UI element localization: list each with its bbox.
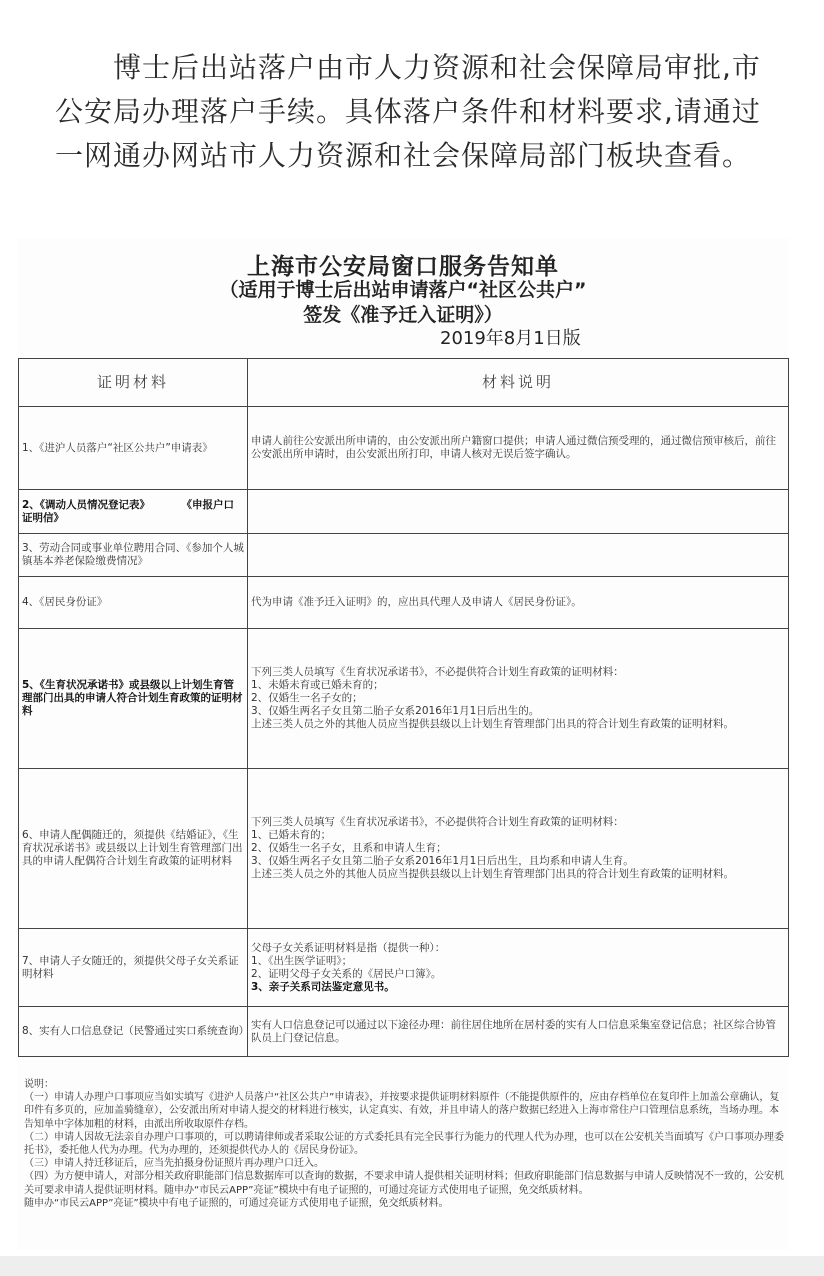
description-cell: 实有人口信息登记可以通过以下途径办理：前往居住地所在居村委的实有人口信息采集室登记信息；社区综合协管队员上门登记信息。 — [248, 1007, 789, 1057]
form-subtitle: （适用于博士后出站申请落户“社区公共户” — [219, 279, 587, 301]
table-row — [19, 629, 789, 769]
note-item: 随申办“市民云APP”亮证”模块中有电子证照的，可通过亮证方式使用电子证照，免交纸质材料。 — [24, 1197, 449, 1209]
material-cell: 8、实有人口信息登记（民警通过实口系统查询） — [19, 1007, 248, 1057]
material-cell: 4、《居民身份证》 — [19, 577, 248, 629]
table-row — [19, 769, 789, 929]
notes-section — [24, 1078, 784, 1210]
notes-heading: 说明： — [24, 1079, 54, 1090]
form-version: 2019年8月1日版 — [440, 328, 581, 349]
note-item: （三）申请人持迁移证后，应当先拍摄身份证照片再办理户口迁入。 — [24, 1158, 324, 1170]
material-cell: 3、劳动合同或事业单位聘用合同、《参加个人城镇基本养老保险缴费情况》 — [19, 534, 248, 577]
table-row — [19, 577, 789, 629]
material-cell: 6、申请人配偶随迁的，须提供《结婚证》，《生育状况承诺书》或县级以上计划生育管理部门出具的申请人配偶符合计划生育政策的证明材料 — [19, 769, 248, 929]
service-notice-form — [18, 238, 788, 1250]
description-cell — [248, 534, 789, 577]
table-row — [19, 407, 789, 490]
description-cell: 父母子女关系证明材料是指（提供一种）： 1、《出生医学证明》； 2、证明父母子女关系的《居民户口簿》。 3、亲子关系司法鉴定意见书。 — [248, 929, 789, 1007]
description-cell — [248, 490, 789, 534]
description-cell: 申请人前往公安派出所申请的，由公安派出所户籍窗口提供；申请人通过微信预受理的，通过微信预审核后，前往公安派出所申请时，由公安派出所打印，申请人核对无误后签字确认。 — [248, 407, 789, 490]
bottom-bar — [0, 1256, 824, 1276]
note-item: （二）申请人因故无法亲自办理户口事项的，可以聘请律师或者采取公证的方式委托具有完全民事行为能力的代理人代为办理，也可以在公安机关当面填写《户口事项办理委托书》，委托他人代为办理。代为办理的，还须提供代办人的《居民身份证》。 — [24, 1131, 784, 1157]
table-row — [19, 490, 789, 534]
material-cell: 2、《调动人员情况登记表》 《申报户口证明信》 — [19, 490, 248, 534]
form-title: 上海市公安局窗口服务告知单 — [247, 254, 559, 280]
description-cell: 代为申请《准予迁入证明》的，应出具代理人及申请人《居民身份证》。 — [248, 577, 789, 629]
material-cell: 7、申请人子女随迁的，须提供父母子女关系证明材料 — [19, 929, 248, 1007]
note-item: （四）为方便申请人，对部分相关政府职能部门信息数据库可以查询的数据，不要求申请人提供相关证明材料；但政府职能部门信息数据与申请人反映情况不一致的，公安机关可要求申请人提供证明材料。随申办“市民云APP”亮证”模块中有电子证照的，可通过亮证方式使用电子证照，免交纸质材料。 — [24, 1171, 784, 1196]
description-cell: 下列三类人员填写《生育状况承诺书》，不必提供符合计划生育政策的证明材料： 1、已婚未育的； 2、仅婚生一名子女，且系和申请人生育； 3、仅婚生两名子女且第二胎子女系2016年1月1日后出生，且均系和申请人生育。 上述三类人员之外的其他人员应当提供县级以上计划生育管理部门出具的符合计划生育政策的证明材料。 — [248, 769, 789, 929]
table-row — [19, 1007, 789, 1057]
note-item: （一）申请人办理户口事项应当如实填写《进沪人员落户“社区公共户”申请表》，并按要求提供证明材料原件（不能提供原件的，应由存档单位在复印件上加盖公章确认，复印件有多页的，应加盖骑缝章），公安派出所对申请人提交的材料进行核实，认定真实、有效，并且申请人的落户数据已经进入上海市常住户口管理信息系统，当场办理。本告知单中字体加粗的材料，由派出所收取原件存档。 — [24, 1092, 780, 1130]
header-description: 材料说明 — [248, 359, 789, 407]
table-header-row — [19, 359, 789, 407]
intro-paragraph: 博士后出站落户由市人力资源和社会保障局审批,市公安局办理落户手续。具体落户条件和材料要求,请通过一网通办网站市人力资源和社会保障局部门板块查看。 — [55, 51, 761, 172]
table-row — [19, 929, 789, 1007]
table-row — [19, 534, 789, 577]
material-cell: 1、《进沪人员落户“社区公共户”申请表》 — [19, 407, 248, 490]
header-materials: 证明材料 — [19, 359, 248, 407]
materials-table — [18, 358, 789, 1057]
description-cell: 下列三类人员填写《生育状况承诺书》，不必提供符合计划生育政策的证明材料： 1、未婚未育或已婚未育的； 2、仅婚生一名子女的； 3、仅婚生两名子女且第二胎子女系2016年1月1日后出生的。 上述三类人员之外的其他人员应当提供县级以上计划生育管理部门出具的符合计划生育政策的证明材料。 — [248, 629, 789, 769]
form-subtitle-2: 签发《准予迁入证明》） — [303, 304, 503, 326]
material-cell: 5、《生育状况承诺书》或县级以上计划生育管理部门出具的申请人符合计划生育政策的证明材料 — [19, 629, 248, 769]
